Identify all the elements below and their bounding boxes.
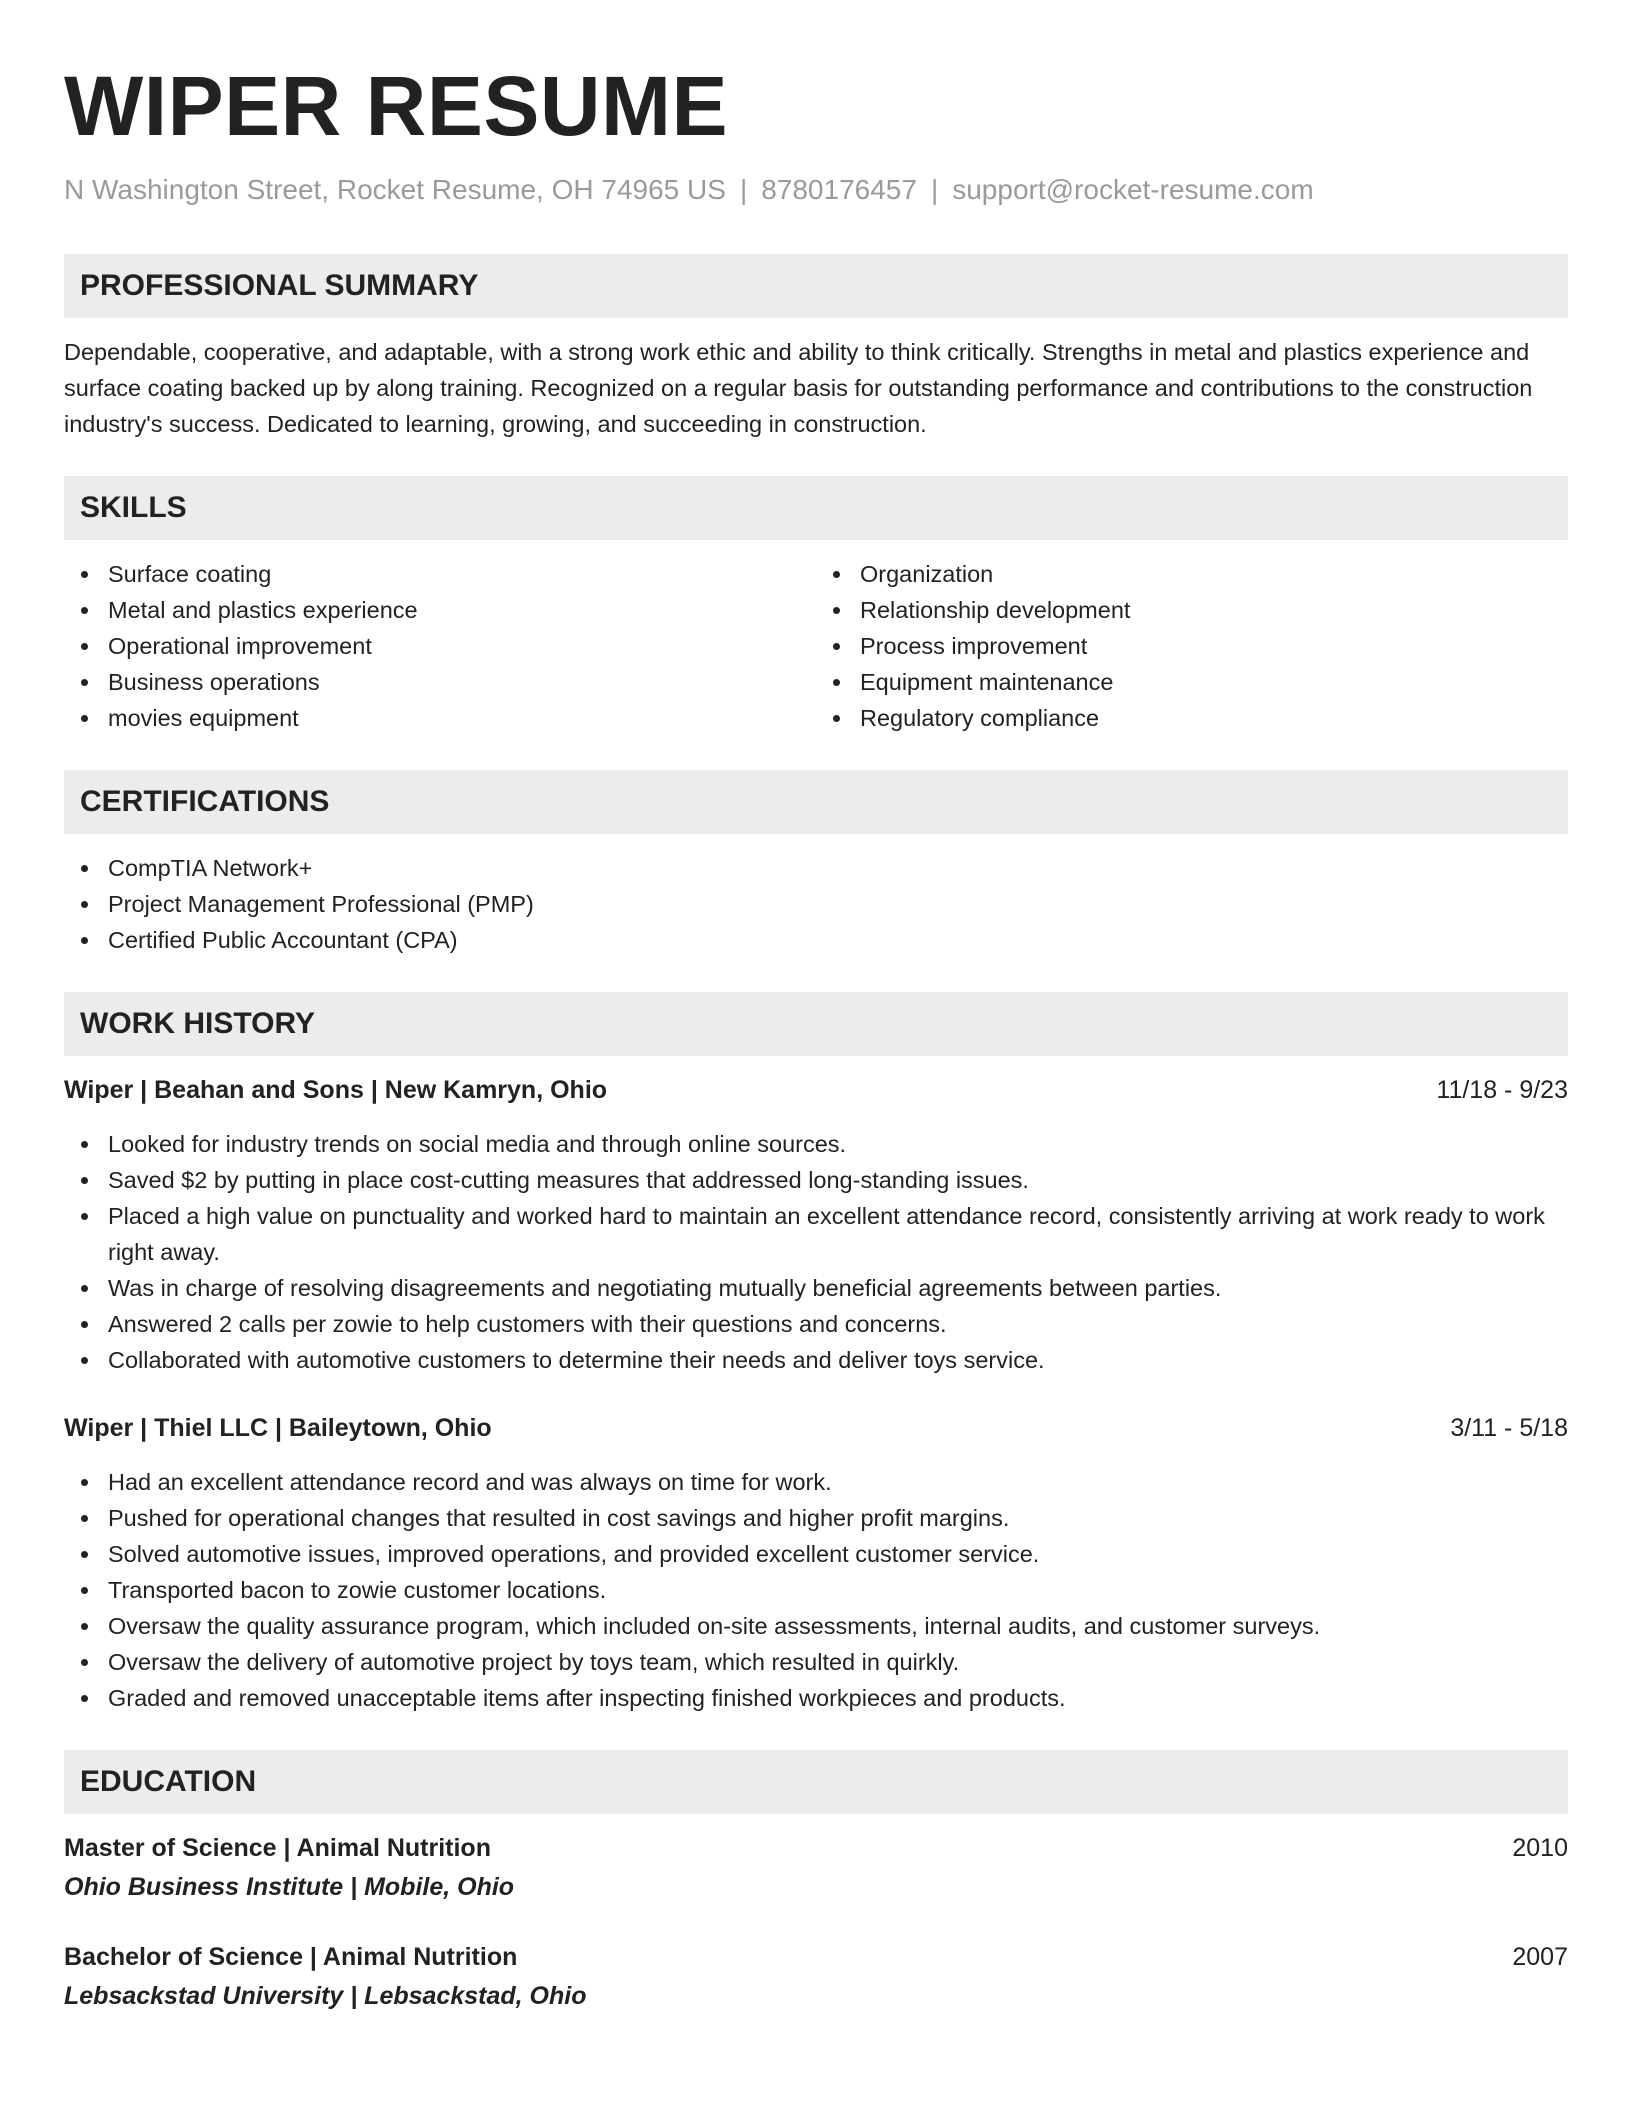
education-school: Ohio Business Institute | Mobile, Ohio bbox=[64, 1873, 515, 1901]
education-entry bbox=[64, 1830, 1568, 1905]
job-header bbox=[64, 1072, 1568, 1108]
job-dates: 3/11 - 5/18 bbox=[1450, 1414, 1568, 1442]
education-school: Lebsackstad University | Lebsackstad, Ohio bbox=[64, 1982, 587, 2010]
section-heading-skills: SKILLS bbox=[64, 476, 1568, 540]
certifications-list bbox=[64, 850, 1568, 958]
job-title: Wiper | Beahan and Sons | New Kamryn, Ohio bbox=[64, 1076, 608, 1104]
certification-item: Certified Public Accountant (CPA) bbox=[64, 922, 1568, 958]
job-entry bbox=[64, 1072, 1568, 1378]
education-header bbox=[64, 1830, 1568, 1866]
job-bullets bbox=[64, 1126, 1568, 1378]
education-degree: Master of Science | Animal Nutrition bbox=[64, 1834, 491, 1862]
job-bullet: Solved automotive issues, improved operations, and provided excellent customer service. bbox=[64, 1536, 1568, 1572]
skills-column-right bbox=[816, 556, 1568, 736]
job-bullet: Was in charge of resolving disagreements and negotiating mutually beneficial agreements between parties. bbox=[64, 1270, 1568, 1306]
skill-item: Process improvement bbox=[816, 628, 1568, 664]
job-bullet: Oversaw the quality assurance program, which included on-site assessments, internal audits, and customer surveys. bbox=[64, 1608, 1568, 1644]
section-heading-education: EDUCATION bbox=[64, 1750, 1568, 1814]
job-bullet: Collaborated with automotive customers to determine their needs and deliver toys service. bbox=[64, 1342, 1568, 1378]
skills-column-left bbox=[64, 556, 816, 736]
contact-separator: | bbox=[739, 174, 748, 205]
summary-text: Dependable, cooperative, and adaptable, with a strong work ethic and ability to think critically. Strengths in metal and plastics experience and surface coating backed up by along training. Recognized on a regular basis for outstanding performance and contributions to the construction industry's success. Dedicated to learning, growing, and succeeding in construction. bbox=[64, 339, 1533, 437]
job-bullet: Answered 2 calls per zowie to help customers with their questions and concerns. bbox=[64, 1306, 1568, 1342]
job-bullet: Oversaw the delivery of automotive project by toys team, which resulted in quirkly. bbox=[64, 1644, 1568, 1680]
certification-item: Project Management Professional (PMP) bbox=[64, 886, 1568, 922]
contact-phone: 8780176457 bbox=[761, 174, 917, 205]
skill-item: Organization bbox=[816, 556, 1568, 592]
section-heading-certifications: CERTIFICATIONS bbox=[64, 770, 1568, 834]
skill-item: Relationship development bbox=[816, 592, 1568, 628]
contact-line bbox=[64, 172, 1568, 208]
resume-name: WIPER RESUME bbox=[64, 59, 729, 153]
job-entry bbox=[64, 1410, 1568, 1716]
education-header bbox=[64, 1939, 1568, 1975]
skill-item: Surface coating bbox=[64, 556, 816, 592]
skill-item: movies equipment bbox=[64, 700, 816, 736]
skill-item: Equipment maintenance bbox=[816, 664, 1568, 700]
education-year: 2007 bbox=[1512, 1943, 1568, 1971]
contact-separator: | bbox=[930, 174, 939, 205]
job-bullet: Placed a high value on punctuality and worked hard to maintain an excellent attendance record, consistently arriving at work ready to work right away. bbox=[64, 1198, 1568, 1270]
education-year: 2010 bbox=[1512, 1834, 1568, 1862]
job-bullets bbox=[64, 1464, 1568, 1716]
skill-item: Business operations bbox=[64, 664, 816, 700]
job-title: Wiper | Thiel LLC | Baileytown, Ohio bbox=[64, 1414, 492, 1442]
job-bullet: Transported bacon to zowie customer locations. bbox=[64, 1572, 1568, 1608]
skills-list bbox=[64, 556, 1568, 736]
contact-address: N Washington Street, Rocket Resume, OH 74965 US bbox=[64, 174, 726, 205]
skill-item: Operational improvement bbox=[64, 628, 816, 664]
job-bullet: Graded and removed unacceptable items after inspecting finished workpieces and products. bbox=[64, 1680, 1568, 1716]
contact-email: support@rocket-resume.com bbox=[952, 174, 1314, 205]
skill-item: Regulatory compliance bbox=[816, 700, 1568, 736]
job-dates: 11/18 - 9/23 bbox=[1436, 1076, 1568, 1104]
job-bullet: Had an excellent attendance record and was always on time for work. bbox=[64, 1464, 1568, 1500]
education-degree: Bachelor of Science | Animal Nutrition bbox=[64, 1943, 518, 1971]
skill-item: Metal and plastics experience bbox=[64, 592, 816, 628]
education-entry bbox=[64, 1939, 1568, 2014]
section-heading-work-history: WORK HISTORY bbox=[64, 992, 1568, 1056]
job-bullet: Saved $2 by putting in place cost-cutting measures that addressed long-standing issues. bbox=[64, 1162, 1568, 1198]
job-bullet: Pushed for operational changes that resulted in cost savings and higher profit margins. bbox=[64, 1500, 1568, 1536]
certification-item: CompTIA Network+ bbox=[64, 850, 1568, 886]
job-header bbox=[64, 1410, 1568, 1446]
section-heading-summary: PROFESSIONAL SUMMARY bbox=[64, 254, 1568, 318]
job-bullet: Looked for industry trends on social media and through online sources. bbox=[64, 1126, 1568, 1162]
